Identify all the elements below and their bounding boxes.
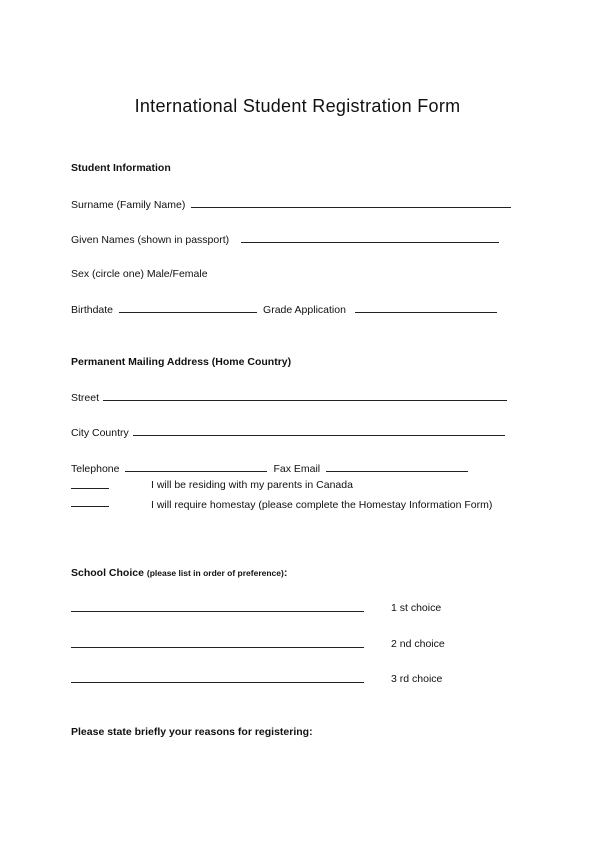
telephone-label: Telephone xyxy=(71,463,120,475)
school-choice-3-label: 3 rd choice xyxy=(391,673,443,685)
option-homestay-row xyxy=(71,497,109,510)
school-choice-2-row xyxy=(71,638,364,651)
school-choice-2-label: 2 nd choice xyxy=(391,638,445,650)
school-choice-2-field[interactable] xyxy=(71,638,364,648)
city-country-field[interactable] xyxy=(133,426,505,436)
school-choice-3-row xyxy=(71,673,364,686)
option-parents-checkbox-line[interactable] xyxy=(71,479,109,489)
fax-email-field[interactable] xyxy=(326,462,468,472)
section-heading-mailing-address: Permanent Mailing Address (Home Country) xyxy=(71,356,292,368)
grade-application-field[interactable] xyxy=(355,303,497,313)
sex-label[interactable]: Sex (circle one) Male/Female xyxy=(71,268,208,280)
telephone-field[interactable] xyxy=(125,462,267,472)
birthdate-label: Birthdate xyxy=(71,304,114,316)
school-choice-1-field[interactable] xyxy=(71,602,364,612)
grade-application-label: Grade Application xyxy=(263,304,346,316)
birthdate-grade-row xyxy=(71,303,497,316)
city-country-label: City Country xyxy=(71,427,129,439)
school-choice-heading-text: School Choice xyxy=(71,567,144,579)
school-choice-1-row xyxy=(71,602,364,615)
street-field[interactable] xyxy=(103,391,507,401)
telephone-fax-row xyxy=(71,462,468,475)
option-parents-text: I will be residing with my parents in Canada xyxy=(151,479,353,491)
school-choice-heading-colon: : xyxy=(283,567,288,579)
school-choice-1-label: 1 st choice xyxy=(391,602,442,614)
given-names-field[interactable] xyxy=(241,233,499,243)
reasons-heading: Please state briefly your reasons for registering: xyxy=(71,726,313,738)
option-parents-row xyxy=(71,479,109,492)
given-names-label: Given Names (shown in passport) xyxy=(71,234,230,246)
surname-field[interactable] xyxy=(191,198,511,208)
school-choice-heading-note: (please list in order of preference) xyxy=(146,568,284,578)
school-choice-heading xyxy=(71,567,287,579)
fax-email-label: Fax Email xyxy=(273,463,321,475)
given-names-row xyxy=(71,233,499,246)
surname-label: Surname (Family Name) xyxy=(71,199,186,211)
birthdate-field[interactable] xyxy=(119,303,257,313)
street-row xyxy=(71,391,507,404)
school-choice-3-field[interactable] xyxy=(71,673,364,683)
city-country-row xyxy=(71,426,505,439)
document-title: International Student Registration Form xyxy=(134,96,461,116)
section-heading-student-information: Student Information xyxy=(71,162,171,174)
option-homestay-text: I will require homestay (please complete the Homestay Information Form) xyxy=(151,499,493,511)
street-label: Street xyxy=(71,392,100,404)
surname-row xyxy=(71,198,511,211)
option-homestay-checkbox-line[interactable] xyxy=(71,497,109,507)
